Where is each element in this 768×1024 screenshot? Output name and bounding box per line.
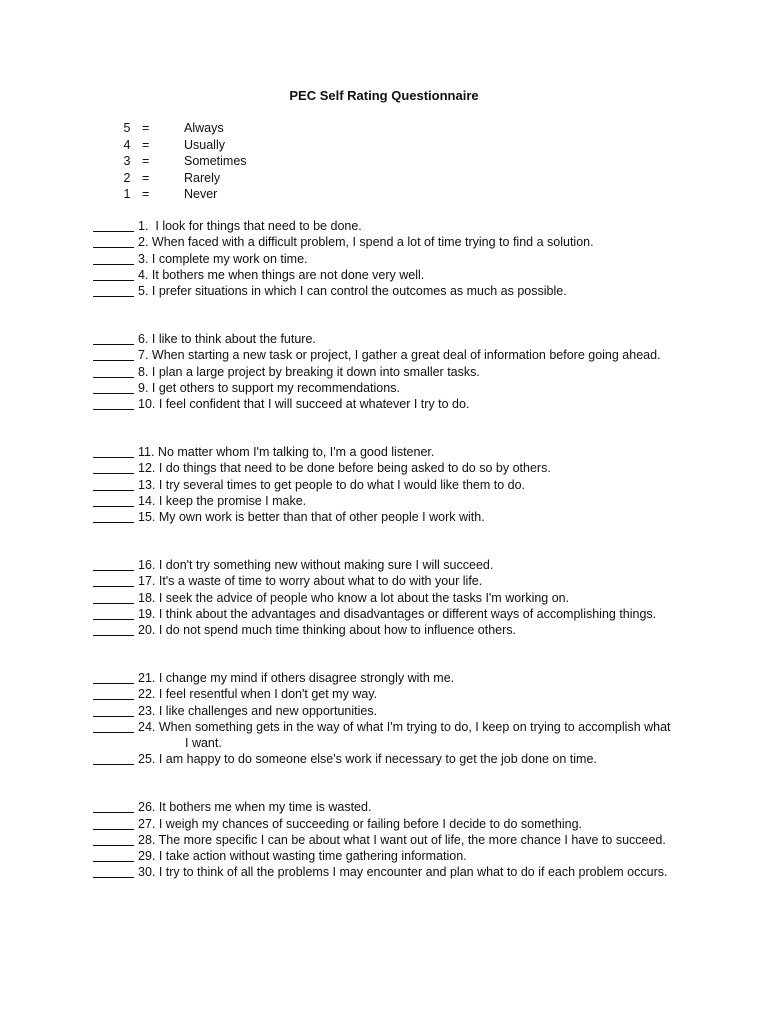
scale-equals: = [142, 187, 150, 201]
answer-blank[interactable] [93, 493, 134, 507]
question-text: 6. I like to think about the future. [138, 331, 316, 346]
scale-equals: = [142, 170, 150, 185]
question-item [93, 283, 713, 299]
answer-blank[interactable] [93, 816, 134, 830]
question-item [93, 719, 713, 735]
answer-blank[interactable] [93, 364, 134, 378]
answer-blank[interactable] [93, 347, 134, 361]
question-text: 2. When faced with a difficult problem, I spend a lot of time trying to find a solution. [138, 235, 594, 250]
answer-blank[interactable] [93, 380, 134, 394]
question-item [93, 267, 713, 283]
question-item [93, 493, 713, 509]
question-item [93, 670, 713, 686]
question-text: 17. It's a waste of time to worry about what to do with your life. [138, 574, 483, 589]
question-item [93, 347, 713, 363]
answer-blank[interactable] [93, 557, 134, 571]
scale-number: 3 [123, 154, 131, 168]
scale-label: Always [184, 121, 224, 135]
rating-scale [112, 120, 247, 203]
answer-blank[interactable] [93, 509, 134, 523]
question-item [93, 364, 713, 380]
question-text: 18. I seek the advice of people who know a lot about the tasks I'm working on. [138, 590, 570, 605]
question-item [93, 573, 713, 589]
question-item [93, 686, 713, 702]
question-item [93, 622, 713, 638]
question-item [93, 509, 713, 525]
question-item [93, 832, 713, 848]
question-text: 19. I think about the advantages and disadvantages or different ways of accomplishing things. [138, 606, 657, 621]
answer-blank[interactable] [93, 703, 134, 717]
question-item [93, 380, 713, 396]
answer-blank[interactable] [93, 331, 134, 345]
answer-blank[interactable] [93, 622, 134, 636]
answer-blank[interactable] [93, 751, 134, 765]
question-text: 10. I feel confident that I will succeed at whatever I try to do. [138, 397, 470, 412]
question-text: 4. It bothers me when things are not done very well. [138, 267, 425, 282]
question-item [93, 590, 713, 606]
answer-blank[interactable] [93, 218, 134, 232]
scale-label: Usually [184, 137, 225, 152]
question-text: 12. I do things that need to be done before being asked to do so by others. [138, 461, 551, 476]
question-text: 9. I get others to support my recommendations. [138, 380, 400, 395]
question-text: 22. I feel resentful when I don't get my way. [138, 687, 378, 702]
question-text: 23. I like challenges and new opportunities. [138, 703, 378, 718]
question-item [93, 799, 713, 815]
question-text: 24. When something gets in the way of what I'm trying to do, I keep on trying to accomplish what [138, 719, 671, 734]
question-item [93, 460, 713, 476]
scale-row [112, 186, 247, 203]
answer-blank[interactable] [93, 234, 134, 248]
scale-number: 2 [123, 170, 131, 185]
question-text: 11. No matter whom I'm talking to, I'm a good listener. [138, 444, 435, 459]
scale-equals: = [142, 137, 150, 152]
answer-blank[interactable] [93, 267, 134, 281]
question-group [93, 670, 713, 768]
question-group [93, 218, 713, 299]
question-text: 1. I look for things that need to be done. [138, 219, 362, 233]
question-text: 8. I plan a large project by breaking it down into smaller tasks. [138, 364, 480, 379]
scale-row [112, 170, 247, 187]
scale-label: Rarely [184, 170, 221, 185]
question-list [93, 218, 713, 912]
question-text: 14. I keep the promise I make. [138, 493, 307, 508]
question-text: 3. I complete my work on time. [138, 251, 308, 266]
question-item [93, 606, 713, 622]
answer-blank[interactable] [93, 460, 134, 474]
question-item [93, 816, 713, 832]
question-text: 28. The more specific I can be about what I want out of life, the more chance I have to succeed. [138, 832, 666, 847]
question-group [93, 331, 713, 412]
question-item [93, 557, 713, 573]
answer-blank[interactable] [93, 848, 134, 862]
answer-blank[interactable] [93, 477, 134, 491]
question-text: 29. I take action without wasting time gathering information. [138, 849, 467, 864]
question-item [93, 218, 713, 234]
question-item [93, 396, 713, 412]
question-text: 16. I don't try something new without making sure I will succeed. [138, 557, 494, 572]
scale-label: Sometimes [184, 154, 247, 168]
answer-blank[interactable] [93, 670, 134, 684]
answer-blank[interactable] [93, 799, 134, 813]
scale-label: Never [184, 187, 218, 201]
question-item [93, 331, 713, 347]
scale-row [112, 120, 247, 137]
question-text: 27. I weigh my chances of succeeding or failing before I decide to do something. [138, 816, 583, 831]
question-group [93, 444, 713, 525]
scale-number: 1 [123, 187, 131, 201]
question-item [93, 864, 713, 880]
answer-blank[interactable] [93, 864, 134, 878]
question-group [93, 799, 713, 880]
scale-equals: = [142, 121, 150, 135]
answer-blank[interactable] [93, 251, 134, 265]
answer-blank[interactable] [93, 590, 134, 604]
question-text: 20. I do not spend much time thinking about how to influence others. [138, 623, 517, 638]
question-text: 7. When starting a new task or project, I gather a great deal of information before going ahead. [138, 348, 661, 363]
scale-number: 5 [123, 121, 131, 135]
question-text: 30. I try to think of all the problems I may encounter and plan what to do if each problem occurs. [138, 865, 668, 880]
answer-blank[interactable] [93, 832, 134, 846]
question-item [93, 703, 713, 719]
question-text: 21. I change my mind if others disagree strongly with me. [138, 670, 455, 685]
answer-blank[interactable] [93, 606, 134, 620]
scale-row [112, 137, 247, 154]
scale-number: 4 [123, 137, 131, 152]
question-item [93, 477, 713, 493]
question-item [93, 444, 713, 460]
scale-row [112, 153, 247, 170]
question-text: 15. My own work is better than that of other people I work with. [138, 510, 485, 525]
question-text: 5. I prefer situations in which I can control the outcomes as much as possible. [138, 284, 567, 299]
question-continuation: I want. [185, 736, 222, 751]
scale-equals: = [142, 154, 150, 168]
answer-blank[interactable] [93, 719, 134, 733]
answer-blank[interactable] [93, 686, 134, 700]
answer-blank[interactable] [93, 283, 134, 297]
question-item [93, 751, 713, 767]
page-title: PEC Self Rating Questionnaire [289, 88, 479, 103]
question-group [93, 557, 713, 638]
question-text: 26. It bothers me when my time is wasted. [138, 800, 372, 815]
question-text: 13. I try several times to get people to do what I would like them to do. [138, 477, 526, 492]
answer-blank[interactable] [93, 444, 134, 458]
answer-blank[interactable] [93, 573, 134, 587]
answer-blank[interactable] [93, 396, 134, 410]
question-item [93, 848, 713, 864]
question-text: 25. I am happy to do someone else's work if necessary to get the job done on time. [138, 752, 597, 767]
question-item [93, 251, 713, 267]
question-item [93, 234, 713, 250]
